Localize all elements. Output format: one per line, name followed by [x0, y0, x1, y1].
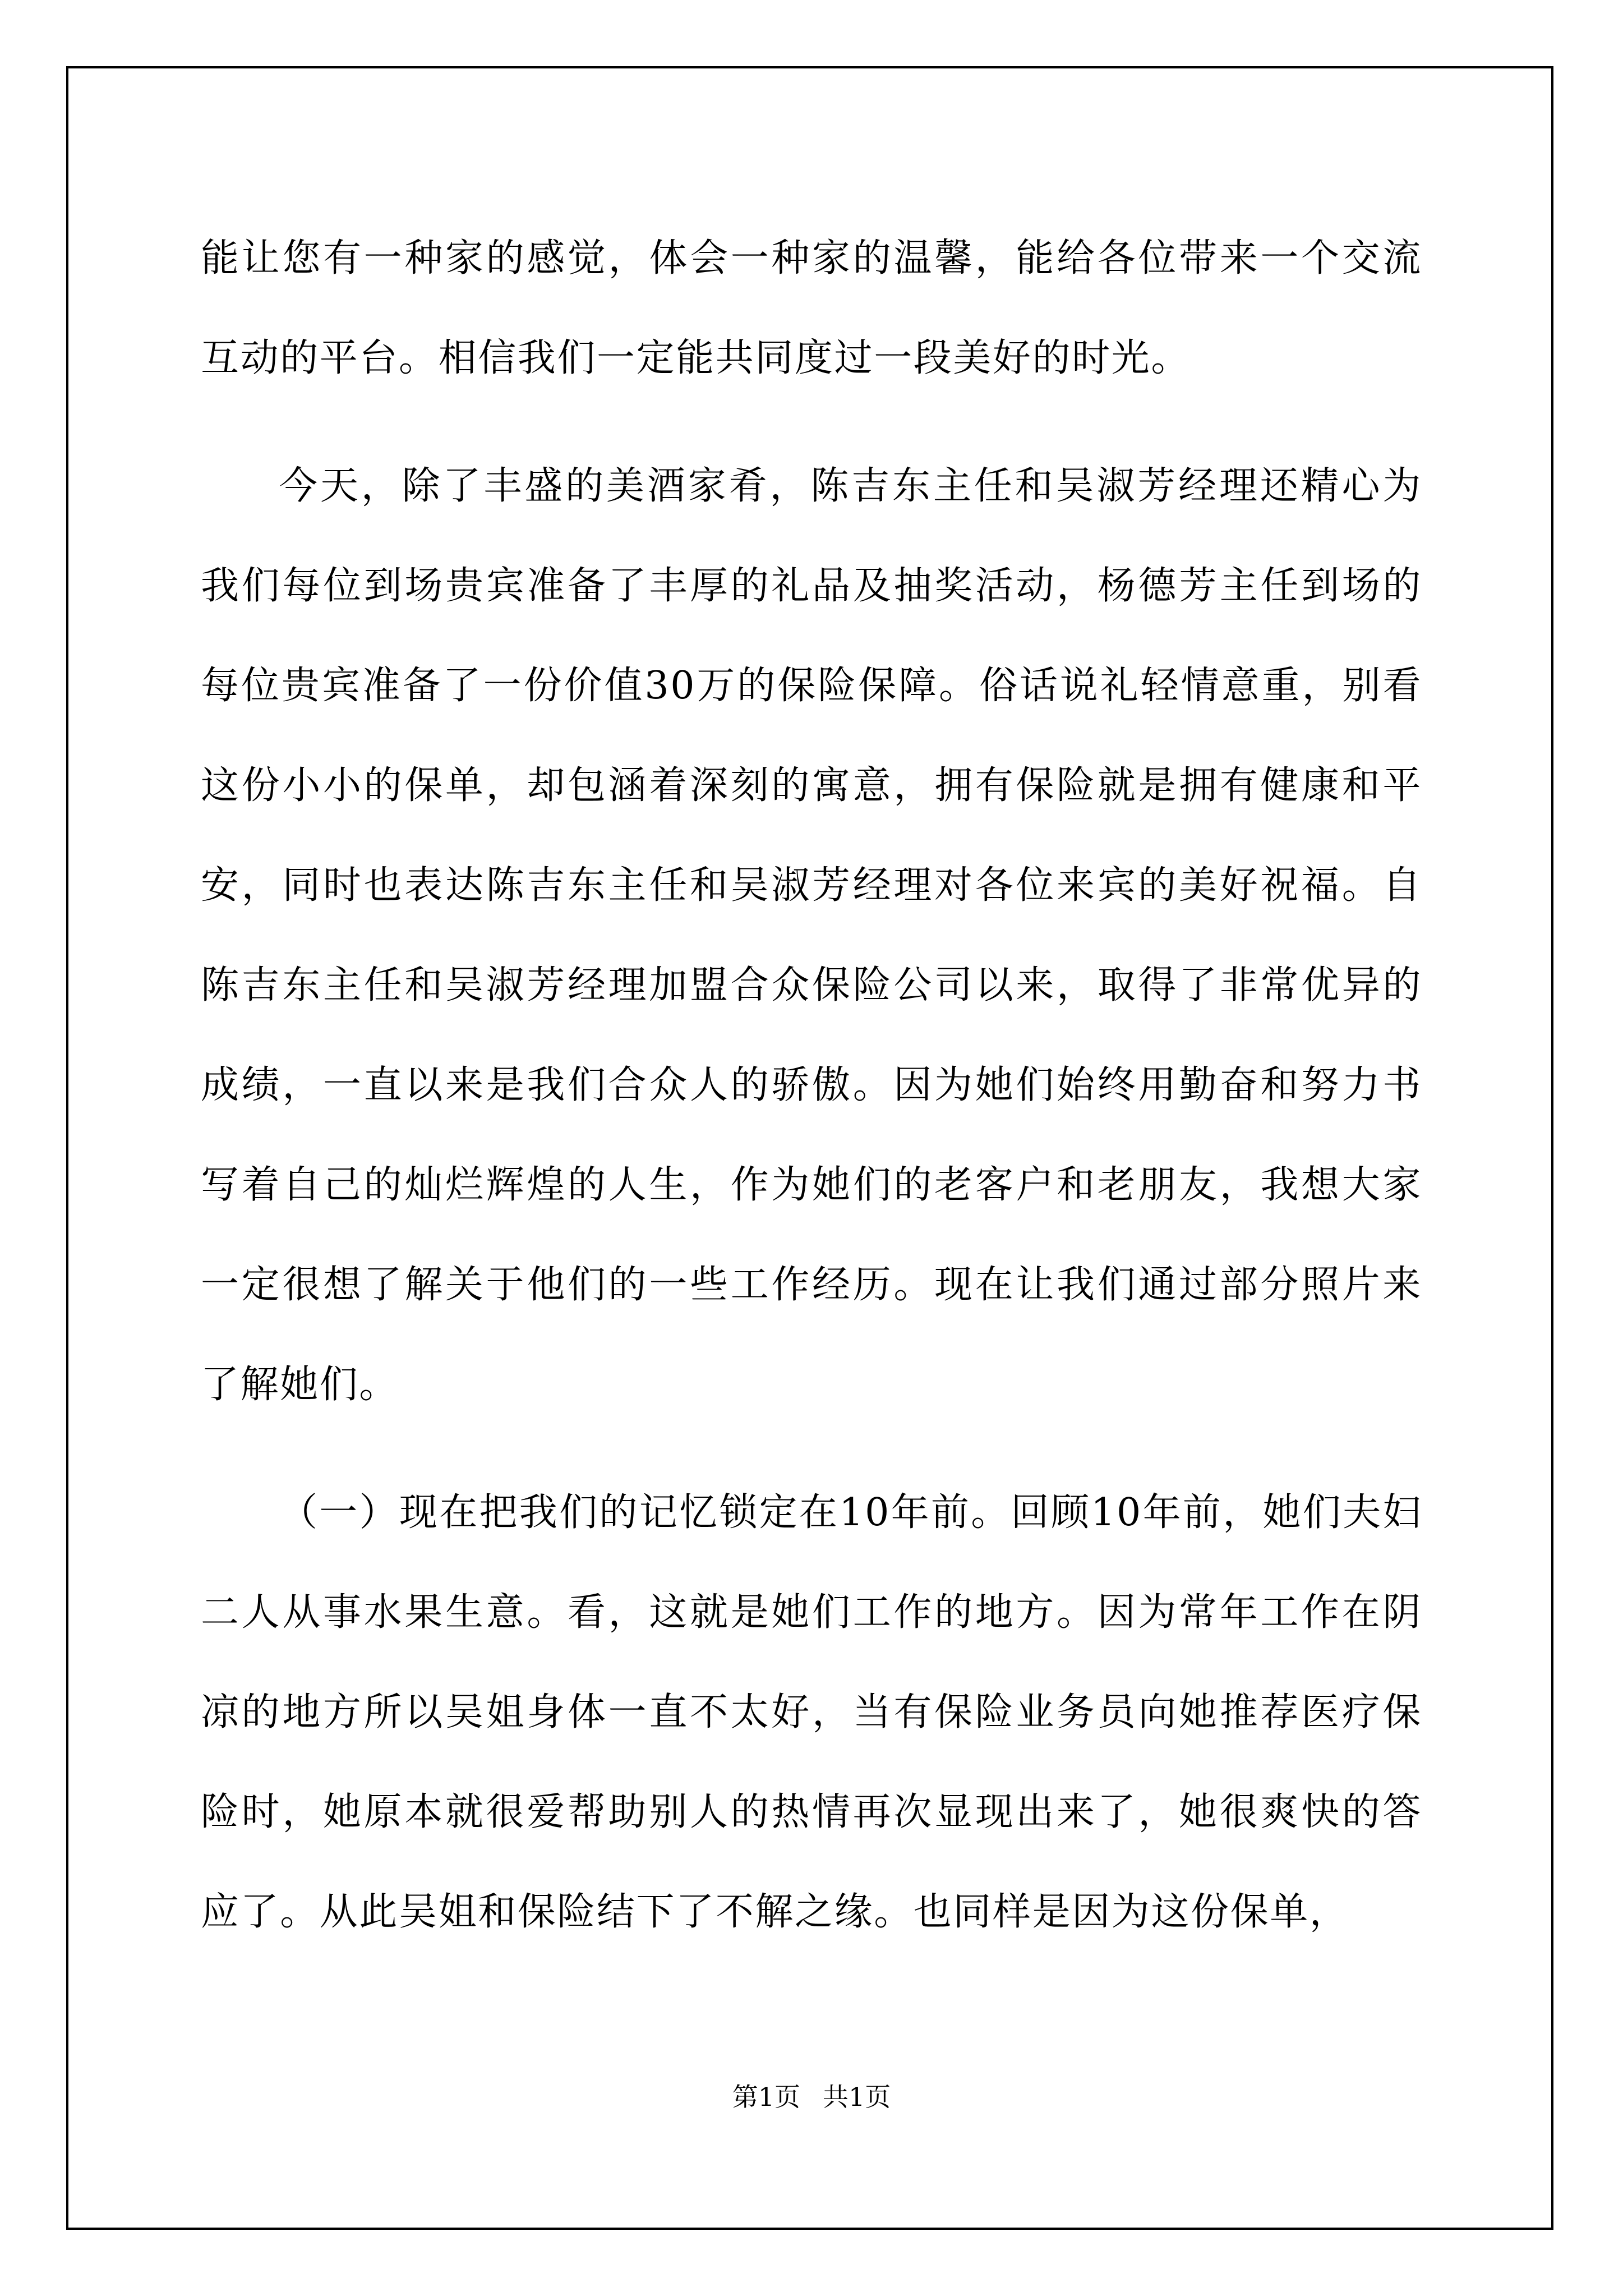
paragraph-2: 今天，除了丰盛的美酒家肴，陈吉东主任和吴淑芳经理还精心为我们每位到场贵宾准备了丰厚的礼品及抽奖活动，杨德芳主任到场的每位贵宾准备了一份价值30万的保险保障。俗话说礼轻情意重，别看这份小小的保单，却包涵着深刻的寓意，拥有保险就是拥有健康和平安，同时也表达陈吉东主任和吴淑芳经理对各位来宾的美好祝福。自陈吉东主任和吴淑芳经理加盟合众保险公司以来，取得了非常优异的成绩，一直以来是我们合众人的骄傲。因为她们始终用勤奋和努力书写着自己的灿烂辉煌的人生，作为她们的老客户和老朋友，我想大家一定很想了解关于他们的一些工作经历。现在让我们通过部分照片来了解她们。: [201, 464, 1422, 1407]
page-footer: [0, 2080, 1623, 2114]
page-total: 共1页: [823, 2082, 891, 2112]
page-number: 第1页: [732, 2082, 800, 2112]
paragraph-3: （一）现在把我们的记忆锁定在10年前。回顾10年前，她们夫妇二人从事水果生意。看，这就是她们工作的地方。因为常年工作在阴凉的地方所以吴姐身体一直不太好，当有保险业务员向她推荐医疗保险时，她原本就很爱帮助别人的热情再次显现出来了，她很爽快的答应了。从此吴姐和保险结下了不解之缘。也同样是因为这份保单，: [201, 1490, 1422, 1934]
paragraph-1: 能让您有一种家的感觉，体会一种家的温馨，能给各位带来一个交流互动的平台。相信我们一定能共同度过一段美好的时光。: [201, 236, 1422, 380]
document-body: [201, 209, 1422, 1990]
